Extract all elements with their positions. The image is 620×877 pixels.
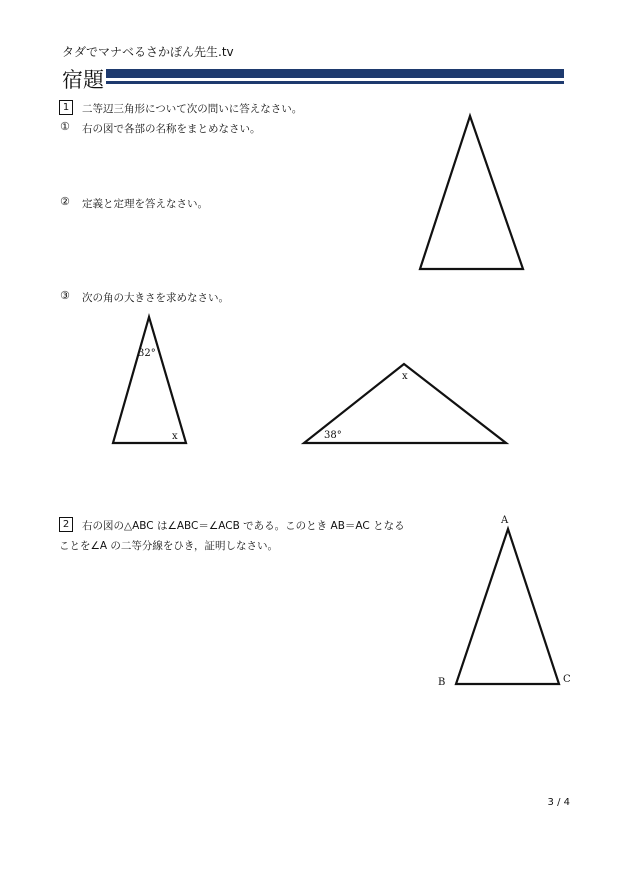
- angle-x-label-right: x: [402, 371, 408, 382]
- vertex-a-label: A: [501, 515, 509, 526]
- question-2-line-2: ことを∠A の二等分線をひき，証明しなさい。: [59, 540, 279, 552]
- triangle-abc-figure: [456, 529, 559, 684]
- angle-32-label: 32°: [138, 348, 156, 359]
- page-title: 宿題: [62, 68, 104, 92]
- sub-2-text: 定義と定理を答えなさい。: [82, 198, 208, 210]
- vertex-c-label: C: [563, 674, 571, 685]
- page-number: 3 / 4: [547, 797, 570, 808]
- sub-3-text: 次の角の大きさを求めなさい。: [82, 292, 229, 304]
- sub-3-mark: ③: [60, 289, 70, 302]
- angle-x-label-left: x: [172, 431, 178, 442]
- sub-1-text: 右の図で各部の名称をまとめなさい。: [82, 123, 261, 135]
- question-1-text: 二等辺三角形について次の問いに答えなさい。: [82, 103, 303, 115]
- sub-2-mark: ②: [60, 195, 70, 208]
- angle-38-label: 38°: [324, 430, 342, 441]
- vertex-b-label: B: [438, 677, 446, 688]
- question-1-number: 1: [59, 100, 73, 115]
- sub-1-mark: ①: [60, 120, 70, 133]
- question-2-line-1: 右の図の△ABC は∠ABC＝∠ACB である。このとき AB＝AC となる: [82, 520, 405, 532]
- site-name: タダでマナベるさかぽん先生.tv: [62, 45, 234, 59]
- question-2-number: 2: [59, 517, 73, 532]
- narrow-triangle-figure: [113, 317, 186, 443]
- isosceles-triangle-figure: [420, 116, 523, 269]
